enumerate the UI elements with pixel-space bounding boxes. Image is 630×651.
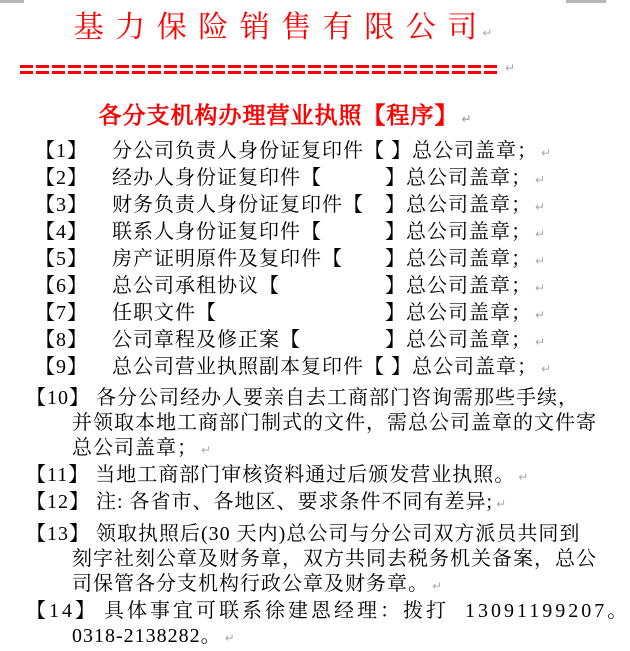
paragraph-mark-icon: ↵	[541, 362, 552, 376]
list-item-5	[0, 247, 606, 274]
item-text: 当地工商部门审核资料通过后颁发营业执照。	[95, 464, 516, 486]
item-text: 司保管各分支机构行政公章及财务章。	[72, 573, 429, 595]
list-item-9	[0, 355, 606, 382]
text-boundary-mark-right	[566, 0, 606, 3]
item-number: 【6】	[35, 275, 88, 297]
list-item-12	[0, 490, 606, 517]
paragraph-mark-icon: ↵	[535, 227, 546, 241]
item-number: 【1】	[35, 140, 88, 162]
paragraph-mark-icon: ↵	[482, 26, 493, 40]
item-number: 【3】	[35, 194, 88, 216]
list-item-4	[0, 220, 606, 247]
item-text: 总公司营业执照副本复印件【 】总公司盖章；	[112, 356, 538, 378]
item-number: 【9】	[35, 356, 88, 378]
item-text: 并领取本地工商部门制式的文件，需总公司盖章的文件寄	[72, 412, 597, 434]
list-item-14	[0, 599, 630, 651]
list-item-7	[0, 301, 606, 328]
paragraph-mark-icon: ↵	[535, 254, 546, 268]
item-number: 【2】	[35, 167, 88, 189]
item-number: 【7】	[35, 302, 88, 324]
paragraph-mark-icon: ↵	[541, 146, 552, 160]
item-text: 经办人身份证复印件【 】总公司盖章；	[112, 167, 532, 189]
list-item-1	[0, 139, 606, 166]
item-text: 0318-2138282。	[72, 625, 222, 647]
paragraph-mark-icon: ↵	[535, 281, 546, 295]
list-item-8	[0, 328, 606, 355]
list-item-2	[0, 166, 606, 193]
item-text: 总公司承租协议【 】总公司盖章；	[112, 275, 532, 297]
procedure-list	[0, 139, 630, 651]
company-title-text: 基 力 保 险 销 售 有 限 公 司	[73, 11, 480, 44]
section-heading-text: 各分支机构办理营业执照【程序】	[98, 103, 459, 128]
item-text: 房产证明原件及复印件【 】总公司盖章；	[112, 248, 532, 270]
item-text: 财务负责人身份证复印件【 】总公司盖章；	[112, 194, 532, 216]
item-number: 【13】	[26, 523, 90, 545]
paragraph-mark-icon: ↵	[461, 112, 472, 126]
item-text: 公司章程及修正案【 】总公司盖章；	[112, 329, 532, 351]
item-text: 具体事宜可联系徐建恩经理：拨打 13091199207。	[104, 600, 630, 622]
paragraph-mark-icon: ↵	[518, 470, 529, 484]
item-number: 【14】	[26, 600, 98, 622]
paragraph-mark-icon: ↵	[224, 631, 235, 645]
item-text: 刻字社刻公章及财务章，双方共同去税务机关备案，总公	[72, 548, 597, 570]
company-title	[0, 0, 606, 52]
paragraph-mark-icon: ↵	[432, 579, 443, 593]
separator-bar-top	[20, 65, 498, 68]
list-item-11	[0, 463, 606, 490]
item-number: 【8】	[35, 329, 88, 351]
paragraph-mark-icon: ↵	[535, 308, 546, 322]
list-item-3	[0, 193, 606, 220]
item-number: 【12】	[26, 491, 90, 513]
item-number: 【4】	[35, 221, 88, 243]
paragraph-mark-icon: ↵	[201, 443, 212, 457]
item-number: 【10】	[26, 387, 90, 409]
item-text: 总公司盖章；	[72, 437, 198, 459]
list-item-13	[0, 522, 606, 599]
item-text: 联系人身份证复印件【 】总公司盖章；	[112, 221, 532, 243]
text-boundary-mark-left	[0, 0, 24, 3]
paragraph-mark-icon: ↵	[535, 200, 546, 214]
list-item-10	[0, 386, 606, 463]
paragraph-mark-icon: ↵	[496, 497, 507, 511]
list-item-6	[0, 274, 606, 301]
item-number: 【11】	[26, 464, 90, 486]
paragraph-mark-icon: ↵	[535, 335, 546, 349]
separator-bar-bottom	[20, 71, 498, 74]
paragraph-mark-icon: ↵	[504, 61, 515, 75]
item-text: 注: 各省市、各地区、要求条件不同有差异;	[96, 491, 494, 513]
item-text: 领取执照后(30 天内)总公司与分公司双方派员共同到	[96, 523, 581, 545]
item-text: 任职文件【 】总公司盖章；	[112, 302, 532, 324]
double-line-separator	[20, 61, 515, 75]
section-heading	[0, 97, 606, 130]
item-text: 分公司负责人身份证复印件【 】总公司盖章；	[112, 140, 538, 162]
item-text: 各分公司经办人要亲自去工商部门咨询需那些手续，	[96, 387, 579, 409]
paragraph-mark-icon: ↵	[535, 173, 546, 187]
item-number: 【5】	[35, 248, 88, 270]
